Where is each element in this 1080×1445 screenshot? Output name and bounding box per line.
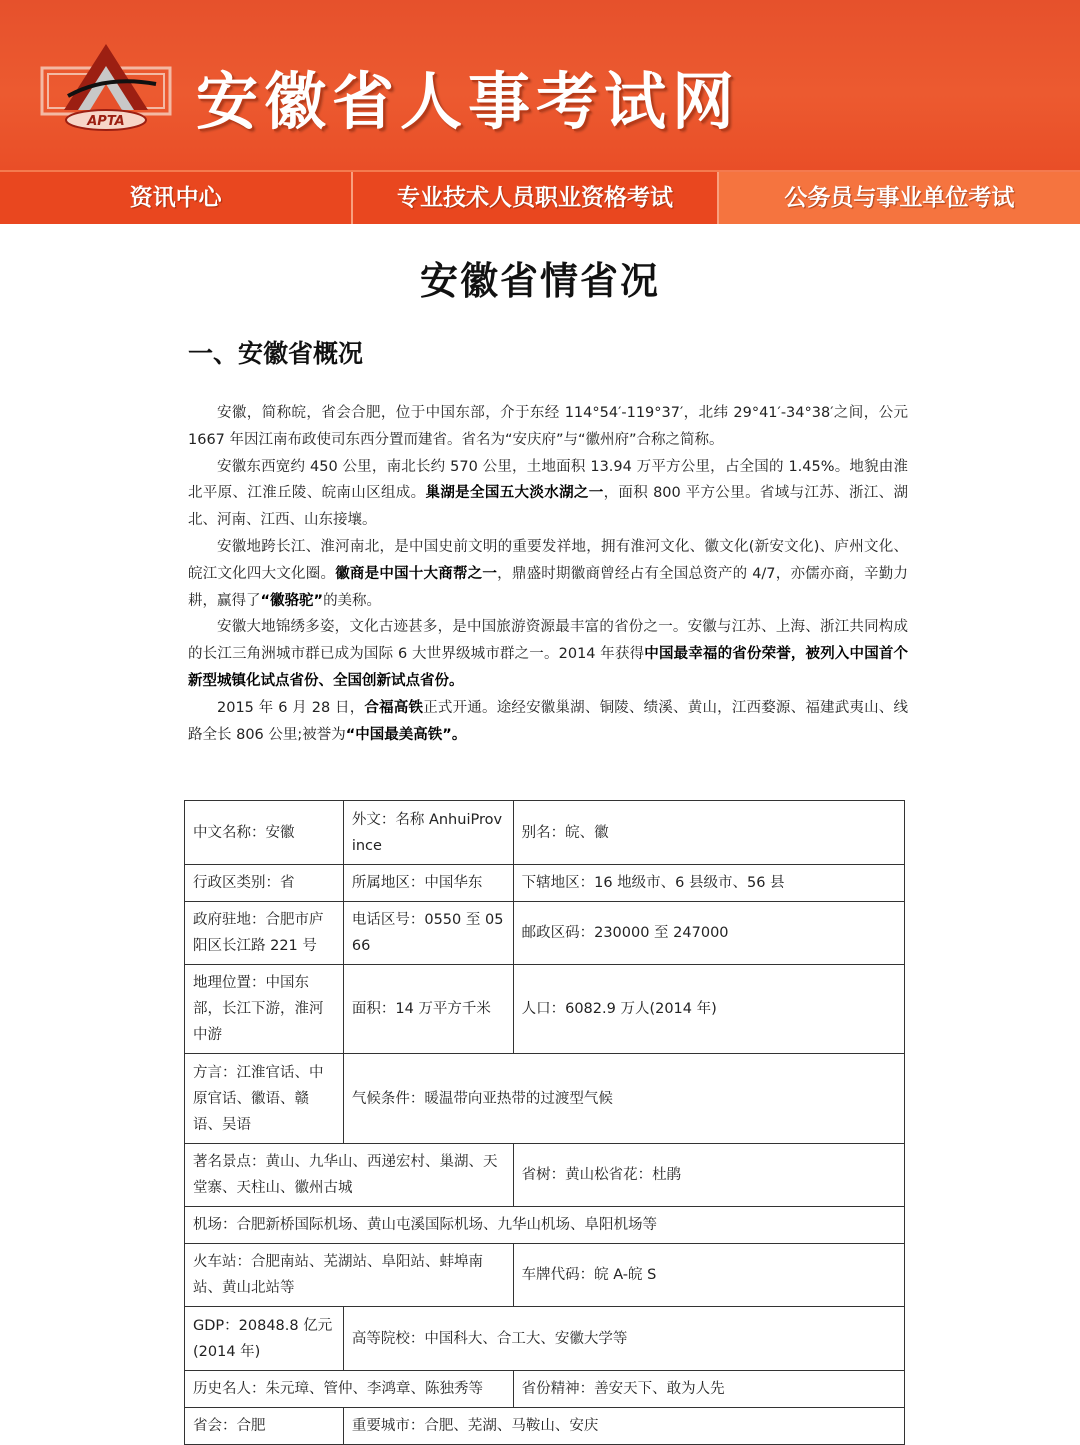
table-cell: 人口：6082.9 万人(2014 年)	[513, 965, 904, 1054]
table-row	[185, 1144, 905, 1207]
nav-civil-service-exams[interactable]: 公务员与事业单位考试	[719, 172, 1080, 224]
paragraph-2: 安徽东西宽约 450 公里，南北长约 570 公里，土地面积 13.94 万平方公里，占全国的 1.45%。地貌由淮北平原、江淮丘陵、皖南山区组成。巢湖是全国五大淡水湖之一，面积 800 平方公里。省域与江苏、浙江、湖北、河南、江西、山东接壤。	[188, 458, 908, 529]
section-title: 一、安徽省概况	[188, 339, 364, 368]
table-row	[185, 902, 905, 965]
table-cell: 地理位置：中国东部，长江下游，淮河中游	[185, 965, 344, 1054]
main-nav	[0, 170, 1080, 224]
apta-logo-icon[interactable]	[38, 38, 174, 134]
site-header	[0, 0, 1080, 170]
table-cell: 省树：黄山松省花：杜鹃	[513, 1144, 904, 1207]
table-cell: 下辖地区：16 地级市、6 县级市、56 县	[513, 865, 904, 902]
paragraph-5: 2015 年 6 月 28 日，合福高铁正式开通。途经安徽巢湖、铜陵、绩溪、黄山，江西婺源、福建武夷山、线路全长 806 公里;被誉为“中国最美高铁”。	[188, 699, 909, 743]
table-cell: 行政区类别：省	[185, 865, 344, 902]
paragraph-1: 安徽，简称皖，省会合肥，位于中国东部，介于东经 114°54′-119°37′，北纬 29°41′-34°38′之间，公元 1667 年因江南布政使司东西分置而建省。省名为“安庆府”与“徽州府”合称之简称。	[188, 405, 908, 448]
table-cell: 气候条件：暖温带向亚热带的过渡型气候	[343, 1054, 904, 1144]
table-cell: 所属地区：中国华东	[343, 865, 513, 902]
table-cell: 中文名称：安徽	[185, 801, 344, 865]
table-cell: 省份精神：善安天下、敢为人先	[513, 1371, 904, 1408]
table-cell: 政府驻地：合肥市庐阳区长江路 221 号	[185, 902, 344, 965]
logo-text: APTA	[87, 114, 125, 129]
table-cell: 省会：合肥	[185, 1408, 344, 1445]
table-row	[185, 1307, 905, 1371]
table-cell: 邮政区码：230000 至 247000	[513, 902, 904, 965]
nav-news-center[interactable]: 资讯中心	[0, 172, 353, 224]
table-cell: GDP：20848.8 亿元(2014 年)	[185, 1307, 344, 1371]
site-title: 安徽省人事考试网	[196, 65, 741, 138]
table-row	[185, 1371, 905, 1408]
table-row	[185, 1054, 905, 1144]
page-title: 安徽省情省况	[419, 259, 660, 303]
paragraph-4: 安徽大地锦绣多姿，文化古迹甚多，是中国旅游资源最丰富的省份之一。安徽与江苏、上海、浙江共同构成的长江三角洲城市群已成为国际 6 大世界级城市群之一。2014 年获得中国最幸福的省份荣誉，被列入中国首个新型城镇化试点省份、全国创新试点省份。	[188, 619, 909, 689]
table-cell: 别名：皖、徽	[513, 801, 904, 865]
table-cell: 历史名人：朱元璋、管仲、李鸿章、陈独秀等	[185, 1371, 514, 1408]
table-row	[185, 965, 905, 1054]
province-info-table	[184, 800, 905, 1445]
table-cell: 重要城市：合肥、芜湖、马鞍山、安庆	[343, 1408, 904, 1445]
table-cell: 车牌代码：皖 A-皖 S	[513, 1244, 904, 1307]
table-cell: 方言：江淮官话、中原官话、徽语、赣语、吴语	[185, 1054, 344, 1144]
table-cell: 面积：14 万平方千米	[343, 965, 513, 1054]
table-row	[185, 1244, 905, 1307]
table-row	[185, 1408, 905, 1445]
table-cell: 机场：合肥新桥国际机场、黄山屯溪国际机场、九华山机场、阜阳机场等	[185, 1207, 905, 1244]
article-body	[188, 400, 908, 748]
table-cell: 火车站：合肥南站、芜湖站、阜阳站、蚌埠南站、黄山北站等	[185, 1244, 514, 1307]
table-cell: 著名景点：黄山、九华山、西递宏村、巢湖、天堂寨、天柱山、徽州古城	[185, 1144, 514, 1207]
table-cell: 电话区号：0550 至 0566	[343, 902, 513, 965]
table-row	[185, 1207, 905, 1244]
table-cell: 高等院校：中国科大、合工大、安徽大学等	[343, 1307, 904, 1371]
nav-professional-exams[interactable]: 专业技术人员职业资格考试	[353, 172, 718, 224]
table-row	[185, 865, 905, 902]
table-cell: 外文：名称 AnhuiProvince	[343, 801, 513, 865]
table-row	[185, 801, 905, 865]
paragraph-3: 安徽地跨长江、淮河南北，是中国史前文明的重要发祥地，拥有淮河文化、徽文化(新安文化)、庐州文化、皖江文化四大文化圈。徽商是中国十大商帮之一，鼎盛时期徽商曾经占有全国总资产的 4/7，亦儒亦商，辛勤力耕，赢得了“徽骆驼”的美称。	[188, 538, 909, 609]
